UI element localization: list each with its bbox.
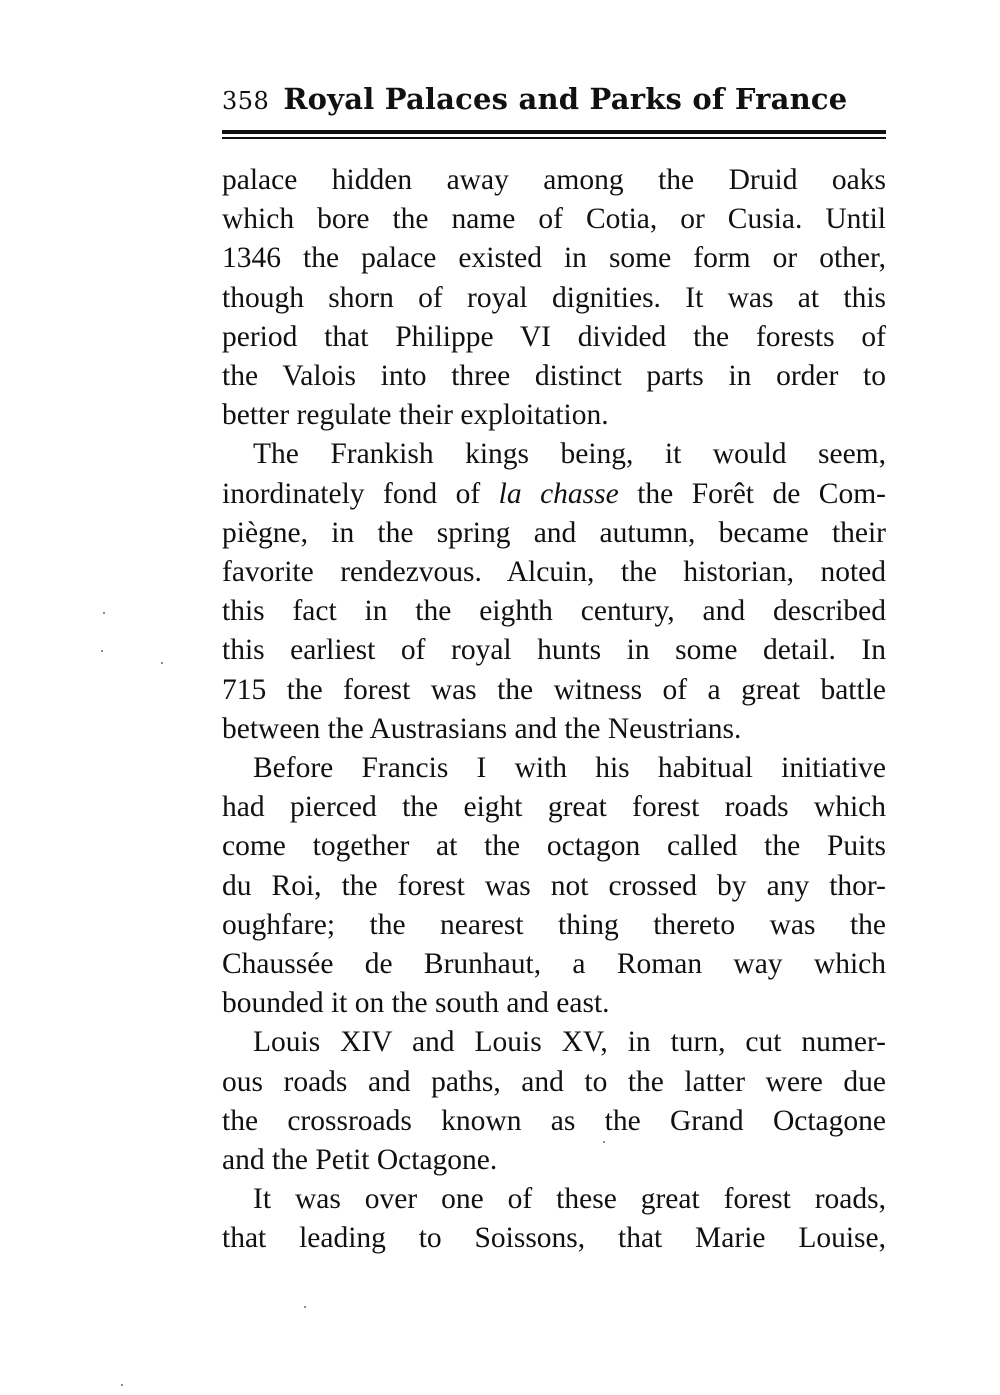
text-line: The Frankish kings being, it would seem,	[253, 438, 886, 471]
text-line: this earliest of royal hunts in some detail. In	[222, 634, 886, 667]
paragraph	[222, 161, 886, 435]
text-line: 1346 the palace existed in some form or other,	[222, 242, 886, 275]
scan-speck	[103, 612, 105, 614]
text-line: come together at the octagon called the Puits	[222, 830, 886, 863]
book-page	[222, 82, 886, 1259]
text-line: better regulate their exploitation.	[222, 399, 609, 432]
text-line: the crossroads known as the Grand Octagone	[222, 1104, 886, 1137]
scan-speck	[161, 662, 163, 664]
text-line: though shorn of royal dignities. It was at this	[222, 281, 886, 314]
scan-speck	[101, 650, 103, 652]
paragraph	[222, 435, 886, 749]
text-line: Chaussée de Brunhaut, a Roman way which	[222, 948, 886, 981]
paragraph	[222, 1180, 886, 1258]
text-line: piègne, in the spring and autumn, became their	[222, 516, 886, 549]
paragraph	[222, 1023, 886, 1180]
text-line: 715 the forest was the witness of a great battle	[222, 673, 886, 706]
text-line: that leading to Soissons, that Marie Louise,	[222, 1222, 886, 1255]
text-line: du Roi, the forest was not crossed by any thor-	[222, 869, 886, 902]
text-line: palace hidden away among the Druid oaks	[222, 164, 886, 196]
body-text	[222, 161, 886, 1259]
text-line: It was over one of these great forest roads,	[253, 1183, 886, 1216]
page-number: 358	[222, 87, 270, 115]
paragraph	[222, 749, 886, 1023]
text-line: between the Austrasians and the Neustrians.	[222, 712, 742, 745]
scan-speck	[121, 1384, 123, 1386]
text-line: this fact in the eighth century, and described	[222, 595, 886, 628]
text-line: had pierced the eight great forest roads which	[222, 791, 886, 824]
scan-speck	[304, 1306, 306, 1308]
italic-phrase: la chasse	[498, 477, 619, 510]
text-line: and the Petit Octagone.	[222, 1144, 498, 1177]
text-line: which bore the name of Cotia, or Cusia. Until	[222, 203, 886, 236]
text-line: favorite rendezvous. Alcuin, the historian, noted	[222, 556, 886, 589]
text-line: Before Francis I with his habitual initiative	[253, 752, 886, 785]
text-line: inordinately fond of la chasse the Forêt de Com-	[222, 477, 886, 510]
running-header	[222, 82, 886, 126]
running-title: Royal Palaces and Parks of France	[283, 82, 848, 116]
text-line: the Valois into three distinct parts in order to	[222, 360, 886, 393]
text-line: period that Philippe VI divided the forests of	[222, 320, 886, 353]
text-line: ous roads and paths, and to the latter were due	[222, 1065, 886, 1098]
text-line: Louis XIV and Louis XV, in turn, cut numer-	[253, 1026, 886, 1059]
scan-speck	[603, 1141, 605, 1143]
text-line: bounded it on the south and east.	[222, 987, 610, 1020]
text-line: oughfare; the nearest thing thereto was the	[222, 908, 886, 941]
header-rule	[222, 130, 886, 134]
